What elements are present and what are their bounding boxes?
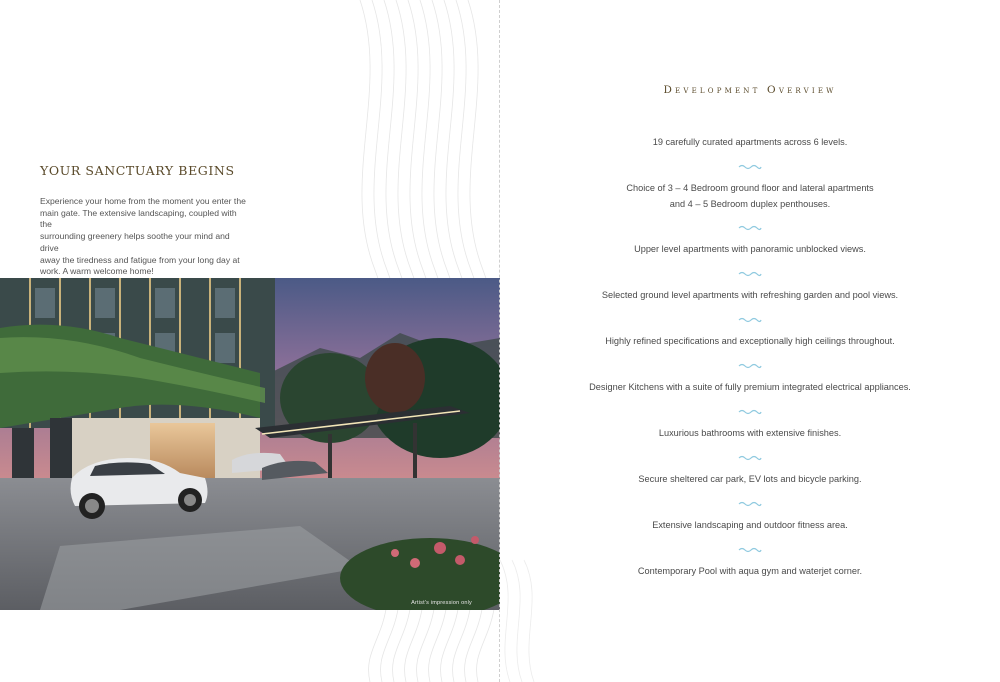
right-page: [500, 0, 1000, 682]
body-line: Experience your home from the moment you enter the: [40, 196, 246, 206]
feature-text: Designer Kitchens with a suite of fully premium integrated electrical appliances.: [589, 382, 911, 392]
render-illustration: [0, 278, 500, 610]
sanctuary-body: [40, 196, 250, 278]
driveway-render-photo: [0, 278, 500, 610]
feature-text: Upper level apartments with panoramic unblocked views.: [634, 244, 866, 254]
feature-text: Choice of 3 – 4 Bedroom ground floor and lateral apartments: [626, 183, 874, 193]
wave-divider-icon: [738, 164, 762, 170]
feature-text-line2: and 4 – 5 Bedroom duplex penthouses.: [669, 198, 831, 209]
wave-divider-icon: [738, 409, 762, 415]
artist-impression-caption: Artist's impression only: [411, 600, 472, 606]
overview-title-text: Development Overview: [663, 84, 837, 96]
sanctuary-title: YOUR SANCTUARY BEGINS: [40, 163, 235, 178]
wave-divider-icon: [738, 455, 762, 461]
wave-divider-icon: [738, 317, 762, 323]
wave-divider-icon: [738, 547, 762, 553]
feature-text: Highly refined specifications and exceptionally high ceilings throughout.: [605, 336, 895, 346]
feature-text: Luxurious bathrooms with extensive finishes.: [658, 428, 842, 438]
feature-text: Secure sheltered car park, EV lots and bicycle parking.: [638, 474, 862, 484]
decorative-wave-pattern-right: [500, 0, 650, 682]
feature-text: Extensive landscaping and outdoor fitness area.: [652, 520, 848, 530]
wave-divider-icon: [738, 363, 762, 369]
wave-divider-icon: [738, 225, 762, 231]
wave-divider-icon: [738, 501, 762, 507]
body-line: surrounding greenery helps soothe your mind and drive: [40, 231, 230, 253]
body-line: main gate. The extensive landscaping, coupled with the: [40, 207, 237, 230]
feature-text: Contemporary Pool with aqua gym and waterjet corner.: [637, 566, 863, 576]
wave-divider-icon: [738, 271, 762, 277]
feature-text: 19 carefully curated apartments across 6 levels.: [652, 137, 848, 147]
feature-text: Selected ground level apartments with refreshing garden and pool views.: [601, 290, 899, 300]
body-line: work. A warm welcome home!: [40, 266, 154, 277]
body-line: away the tiredness and fatigue from your long day at: [40, 254, 240, 265]
